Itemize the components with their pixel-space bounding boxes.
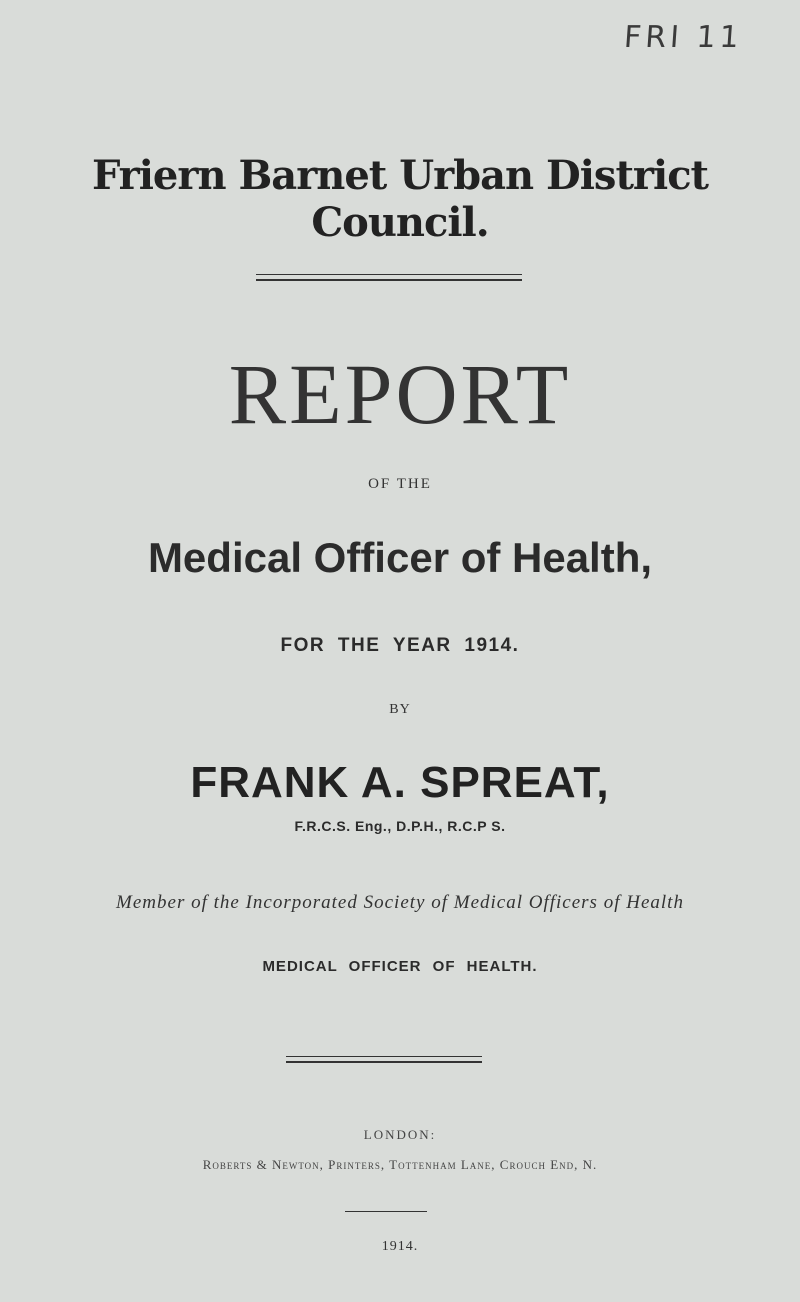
imprint-printers: Roberts & Newton, Printers, Tottenham Lane, Crouch End, N. [202,1157,598,1172]
by-line: BY [389,702,411,717]
report-title: REPORT [228,346,572,442]
author-name: FRANK A. SPREAT, [190,758,610,807]
bottom-divider [286,1056,482,1063]
handwritten-annotation: FRI 11 [622,20,744,55]
council-heading: Friern Barnet Urban District Council. [91,152,709,246]
imprint-city: LONDON: [363,1127,437,1142]
year-line: FOR THE YEAR 1914. [280,635,520,656]
membership-line: Member of the Incorporated Society of Medical Officers of Health [116,892,684,913]
officer-title: Medical Officer of Health, [147,534,653,581]
author-qualifications: F.R.C.S. Eng., D.P.H., R.C.P S. [294,818,506,834]
imprint-year: 1914. [381,1239,419,1254]
of-the-line: OF THE [368,476,432,492]
imprint-divider [345,1211,427,1212]
role-line: MEDICAL OFFICER OF HEALTH. [262,958,538,975]
top-divider [256,274,522,281]
